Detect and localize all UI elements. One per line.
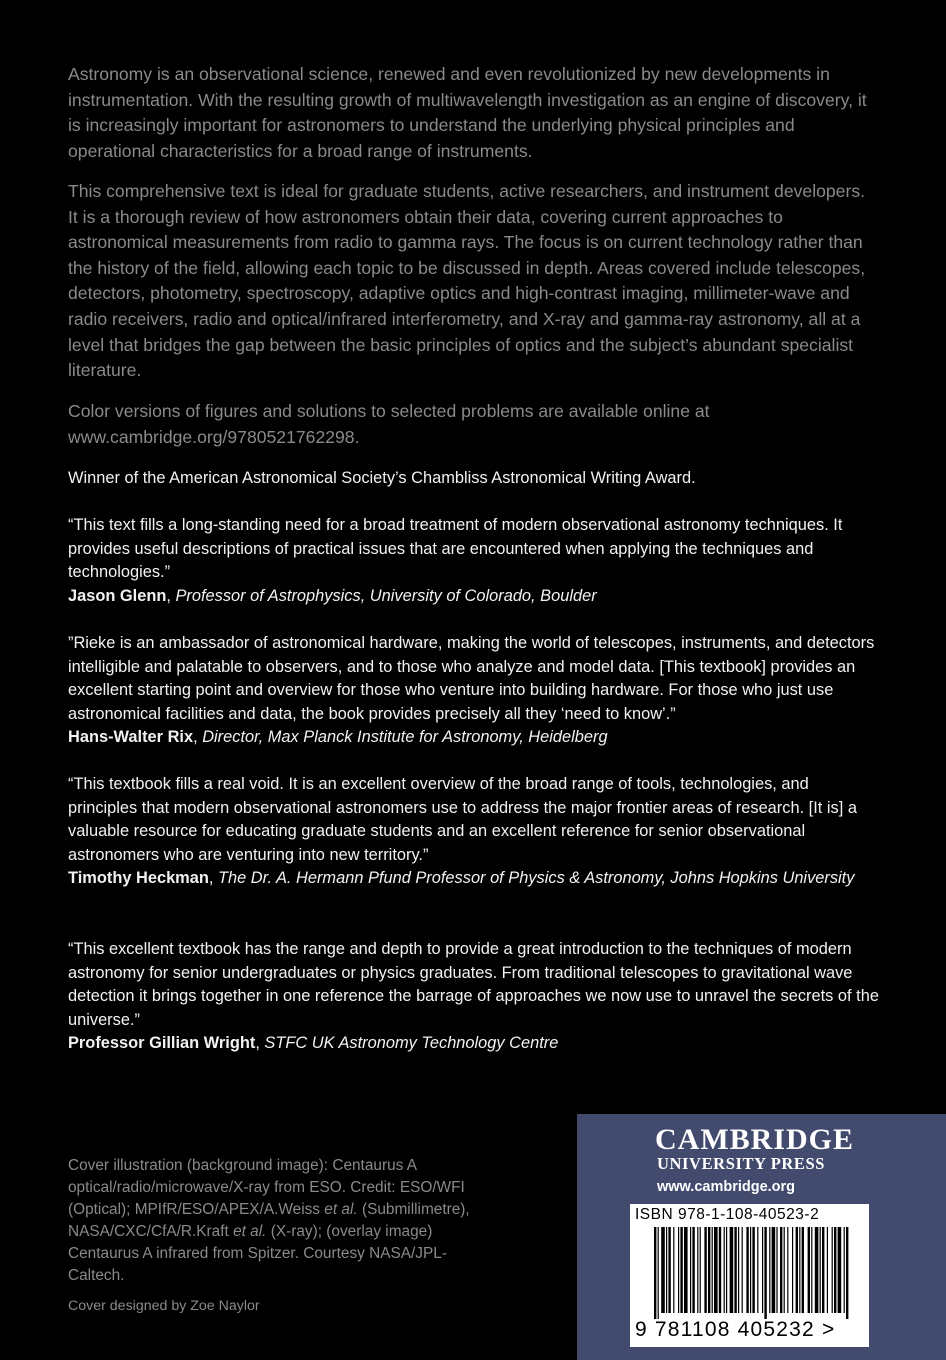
barcode-bar [678, 1227, 679, 1313]
publisher-logo-name: CAMBRIDGE [655, 1123, 855, 1156]
barcode-bar [726, 1227, 727, 1313]
cover-designer-credit: Cover designed by Zoe Naylor [68, 1298, 260, 1314]
credit-text-3: (X-ray); (overlay image) Centaurus A infrared from Spitzer. Courtesy NASA/JPL-Caltech. [68, 1223, 447, 1284]
cover-illustration-credit [68, 1155, 488, 1287]
barcode-bar [815, 1227, 819, 1313]
endorsement-1 [68, 514, 880, 608]
barcode-bar [742, 1227, 743, 1313]
barcode-bar [734, 1227, 736, 1313]
description-paragraph-1: Astronomy is an observational science, renewed and even revolutionized by new developments in instrumentation. With the resulting growth of multiwavelength investigation as an engine of discovery, it is increasingly important for astronomers to understand the underlying physical principles and operational characteristics for a broad range of instruments. [68, 64, 867, 161]
endorser-title: Professor of Astrophysics, University of Colorado, Boulder [175, 586, 597, 605]
barcode-bar [654, 1227, 656, 1319]
barcode-bar [680, 1227, 682, 1313]
credit-text-1: Cover illustration (background image): Centaurus A optical/radio/microwave/X-ray from ESO. Credit: ESO/WFI (Optical); MPIfR/ESO/APEX/A.Weiss [68, 1157, 465, 1218]
endorsement-4 [68, 938, 880, 1056]
publisher-url: www.cambridge.org [657, 1179, 796, 1195]
barcode-bars [654, 1227, 850, 1319]
barcode-bar [704, 1227, 706, 1313]
barcode-bar [712, 1227, 713, 1313]
barcode-bar [784, 1227, 785, 1313]
barcode-bar [811, 1227, 812, 1313]
barcode-bar [666, 1227, 667, 1313]
barcode-bar [796, 1227, 798, 1313]
description-paragraph-2: This comprehensive text is ideal for graduate students, active researchers, and instrument developers. It is a thorough review of how astronomers obtain their data, covering current approaches to astronomical measurements from radio to gamma rays. The focus is on current technology rather than the history of the field, allowing each topic to be discussed in depth. Areas covered include telescopes, detectors, photometry, spectroscopy, adaptive optics and high-contrast imaging, millimeter-wave and radio receivers, radio and optical/infrared interferometry, and X-ray and gamma-ray astronomy, all at a level that bridges the gap between the basic principles of optics and the subject’s abundant specialist literature. [68, 181, 866, 381]
barcode-bar [764, 1227, 766, 1319]
barcode-bar [787, 1227, 788, 1313]
endorser-name: Professor Gillian Wright [68, 1034, 256, 1052]
publisher-panel [577, 1114, 946, 1360]
barcode-bar [697, 1227, 698, 1313]
barcode-bar [769, 1227, 770, 1313]
isbn-barcode [630, 1204, 869, 1347]
endorser-title: The Dr. A. Hermann Pfund Professor of Physics & Astronomy, Johns Hopkins University [218, 869, 855, 887]
endorser-name: Jason Glenn [68, 586, 167, 605]
barcode-bar [838, 1227, 842, 1313]
endorsement-attribution: Hans-Walter Rix, Director, Max Planck Institute for Astronomy, Heidelberg [68, 728, 608, 746]
endorsement-2 [68, 632, 880, 750]
barcode-bar [780, 1227, 782, 1313]
description-paragraph-3: Color versions of figures and solutions to selected problems are available online at www.cambridge.org/9780521762298. [68, 401, 710, 447]
barcode-bar [762, 1227, 763, 1313]
barcode-bar [750, 1227, 751, 1313]
barcode-bar [822, 1227, 824, 1313]
barcode-bar [802, 1227, 804, 1313]
endorser-title: STFC UK Astronomy Technology Centre [264, 1034, 559, 1052]
endorser-name: Hans-Walter Rix [68, 728, 194, 746]
barcode-bar [846, 1227, 848, 1319]
barcode-bar [832, 1227, 833, 1313]
barcode-bar [719, 1227, 721, 1313]
barcode-bar [690, 1227, 691, 1313]
barcode-bar [692, 1227, 694, 1313]
credit-et-al-2: et al. [233, 1223, 267, 1240]
barcode-bar [757, 1227, 758, 1313]
endorsement-text: ”Rieke is an ambassador of astronomical hardware, making the world of telescopes, instruments, and detectors intelligible and palatable to observers, and to those who analyze and model data. [This textbook] provides an excellent starting point and overview for those who venture into building hardware. For those who just use astronomical facilities and data, the book provides precisely all they ‘need to know’.” [68, 634, 875, 723]
barcode-bar [772, 1227, 776, 1313]
barcode-bar [730, 1227, 734, 1313]
endorsement-attribution: Professor Gillian Wright, STFC UK Astronomy Technology Centre [68, 1034, 559, 1052]
barcode-bar [746, 1227, 748, 1313]
endorsement-3 [68, 773, 880, 891]
barcode-bar [714, 1227, 718, 1313]
award-statement: Winner of the American Astronomical Society’s Chambliss Astronomical Writing Award. [68, 469, 696, 487]
credit-text-2: (Submillimetre), NASA/CXC/CfA/R.Kraft [68, 1201, 470, 1240]
endorser-name: Timothy Heckman [68, 869, 209, 887]
credit-et-al-1: et al. [324, 1201, 358, 1218]
barcode-bar [738, 1227, 739, 1313]
barcode-bar [776, 1227, 777, 1313]
barcode-digits: 9 781108 405232 > [635, 1318, 836, 1341]
endorsement-attribution: Jason Glenn, Professor of Astrophysics, University of Colorado, Boulder [68, 586, 597, 605]
barcode-bar [827, 1227, 828, 1313]
barcode-bar [700, 1227, 701, 1313]
endorsement-text: “This excellent textbook has the range and depth to provide a great introduction to the techniques of modern astronomy for senior undergraduates or physics graduates. From traditional telescopes to gravitational wave detection it brings together in one reference the barrage of approaches we now use to unravel the secrets of the universe.” [68, 940, 879, 1029]
endorsement-attribution: Timothy Heckman, The Dr. A. Hermann Pfund Professor of Physics & Astronomy, Johns Hopkins University [68, 869, 855, 887]
barcode-bar [684, 1227, 688, 1313]
barcode-bar [799, 1227, 800, 1313]
isbn-label: ISBN 978-1-108-40523-2 [635, 1206, 820, 1223]
barcode-bar [661, 1227, 665, 1313]
barcode-bar [673, 1227, 674, 1313]
barcode-bar [808, 1227, 810, 1313]
publisher-logo-press: UNIVERSITY PRESS [657, 1154, 826, 1173]
endorsement-text: “This text fills a long-standing need for a broad treatment of modern observational astronomy techniques. It provides useful descriptions of practical issues that are encountered when applying the techniques and technologies.” [68, 516, 843, 581]
barcode-bar [752, 1227, 754, 1313]
endorser-title: Director, Max Planck Institute for Astronomy, Heidelberg [202, 728, 608, 746]
barcode-bar [820, 1227, 821, 1313]
endorsement-text: “This textbook fills a real void. It is an excellent overview of the broad range of tools, technologies, and principles that modern observational astronomers use to address the major frontier areas of research. [It is] a valuable resource for educating graduate students and an excellent reference for senior observational astronomers who are venturing into new territory.” [68, 775, 857, 864]
barcode-bar [844, 1227, 845, 1313]
barcode-bar [724, 1227, 725, 1313]
barcode-bar [834, 1227, 836, 1313]
barcode-bar [658, 1227, 659, 1319]
barcode-bar [668, 1227, 670, 1313]
barcode-bar [792, 1227, 793, 1313]
barcode-bar [708, 1227, 710, 1313]
